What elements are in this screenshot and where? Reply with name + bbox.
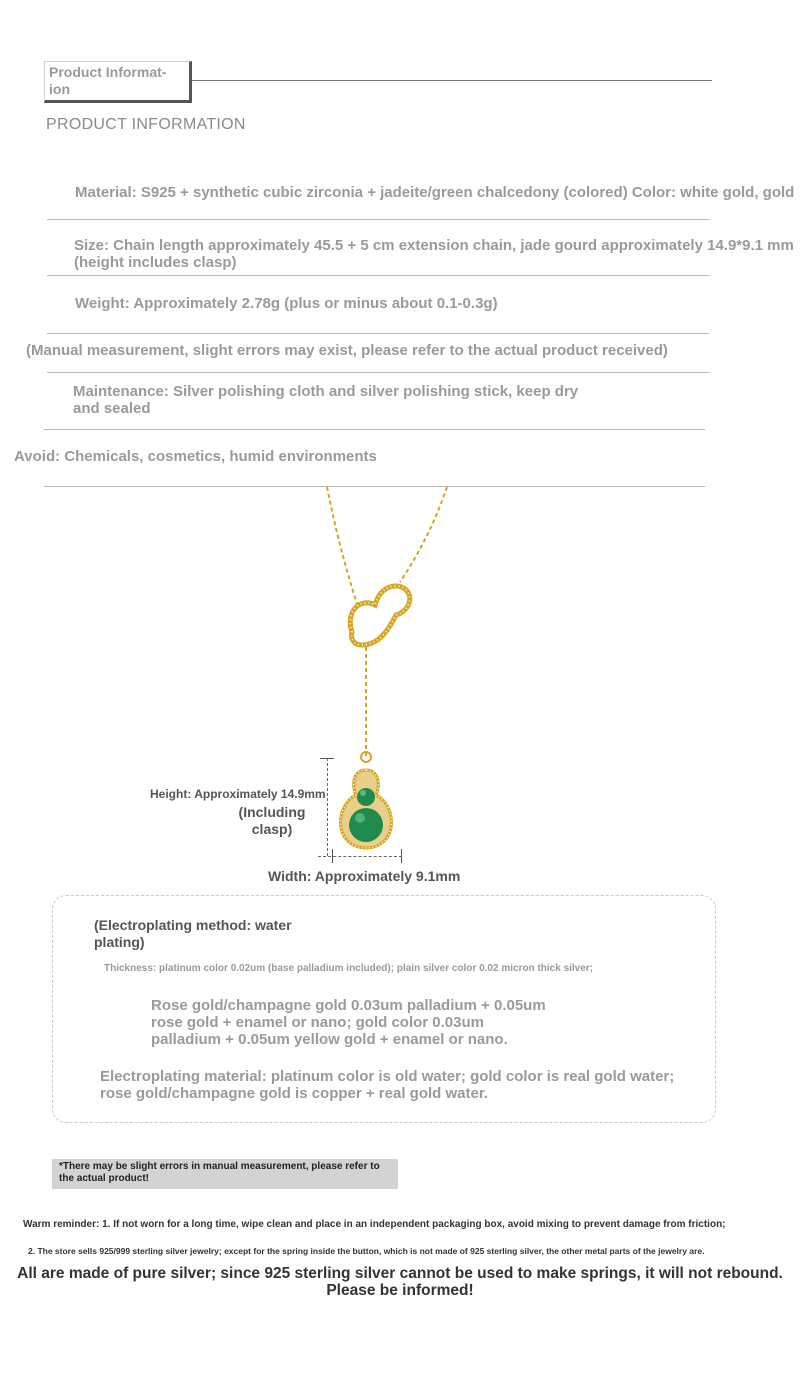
store-note: 2. The store sells 925/999 sterling silver jewelry; except for the spring inside the button, which is not made of 925 sterling silver, the other metal parts of the jewelry are. [28, 1246, 705, 1256]
material-spec: Material: S925 + synthetic cubic zirconia + jadeite/green chalcedony (colored) Color: white gold, gold [75, 184, 795, 201]
divider [44, 429, 705, 430]
divider [47, 372, 709, 373]
divider [47, 219, 709, 220]
section-title: Product Informat- ion [49, 64, 167, 97]
necklace-image [300, 487, 470, 867]
height-guide-line [327, 758, 328, 856]
section-title-box [44, 61, 192, 103]
jade-gourd-pendant-icon [341, 752, 392, 848]
chain-icon [327, 487, 447, 757]
title-divider [192, 80, 712, 81]
divider [47, 333, 709, 334]
weight-spec: Weight: Approximately 2.78g (plus or minus about 0.1-0.3g) [75, 295, 498, 312]
divider [47, 275, 709, 276]
width-guide-right [401, 849, 402, 863]
plating-thickness: Thickness: platinum color 0.02um (base palladium included); plain silver color 0.02 micron thick silver; [104, 963, 594, 974]
warm-reminder: Warm reminder: 1. If not worn for a long time, wipe clean and place in an independent packaging box, avoid mixing to prevent damage from friction; [23, 1219, 726, 1230]
measurement-error-note: *There may be slight errors in manual measurement, please refer to the actual product! [52, 1159, 398, 1189]
size-spec: Size: Chain length approximately 45.5 + 5 cm extension chain, jade gourd approximately 14.9*9.1 mm (height includes clasp) [74, 237, 794, 271]
gourd-clasp-icon [350, 586, 410, 645]
pure-silver-note: All are made of pure silver; since 925 sterling silver cannot be used to make springs, it will not rebound. Please be informed! [17, 1265, 783, 1299]
height-sublabel: (Including clasp) [238, 804, 306, 837]
width-guide-line [318, 856, 402, 857]
plating-method: (Electroplating method: water plating) [94, 917, 292, 950]
height-label: Height: Approximately 14.9mm [150, 787, 326, 801]
maintenance-spec: Maintenance: Silver polishing cloth and silver polishing stick, keep dry and sealed [73, 383, 579, 417]
plating-material: Electroplating material: platinum color is old water; gold color is real gold water; rose gold/champagne gold is copper + real gold water. [100, 1068, 675, 1102]
section-subtitle: PRODUCT INFORMATION [46, 116, 246, 133]
width-label: Width: Approximately 9.1mm [268, 868, 461, 884]
width-guide-left [332, 849, 333, 863]
measurement-note: (Manual measurement, slight errors may exist, please refer to the actual product received) [26, 342, 668, 359]
plating-rose-gold: Rose gold/champagne gold 0.03um palladium + 0.05um rose gold + enamel or nano; gold color 0.03um palladium + 0.05um yellow gold + enamel or nano. [151, 997, 546, 1048]
avoid-spec: Avoid: Chemicals, cosmetics, humid environments [14, 448, 377, 465]
